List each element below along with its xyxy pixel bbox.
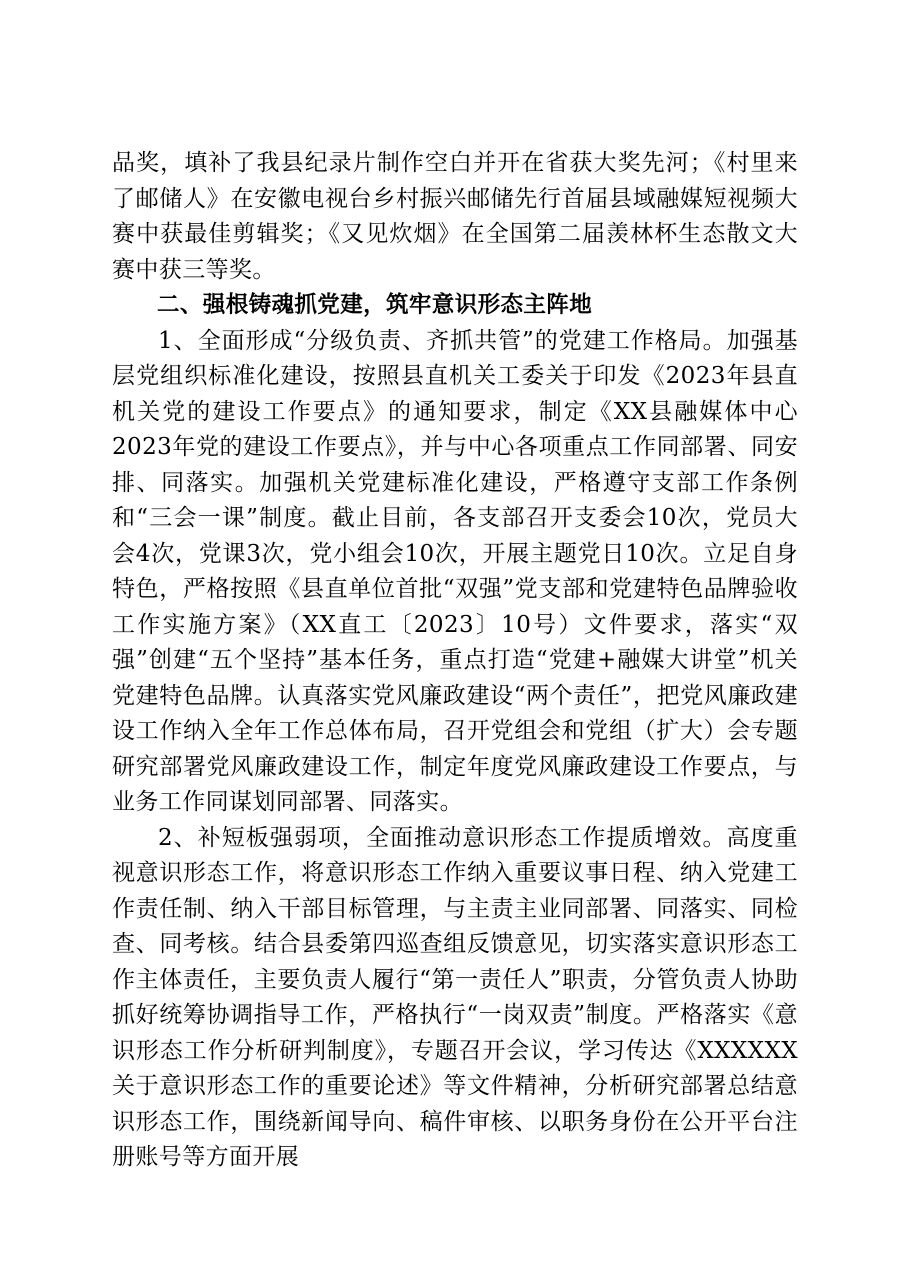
continuation-paragraph: 品奖，填补了我县纪录片制作空白并开在省获大奖先河；《村里来了邮储人》在安徽电视台乡村振兴邮储先行首届县域融媒短视频大赛中获最佳剪辑奖；《又见炊烟》在全国第二届羡林杯生态散文大赛中获三等奖。 xyxy=(112,150,798,283)
paragraph-1: 1、全面形成“分级负责、齐抓共管”的党建工作格局。加强基层党组织标准化建设，按照县直机关工委关于印发《2023年县直机关党的建设工作要点》的通知要求，制定《XX县融媒体中心2023年党的建设工作要点》，并与中心各项重点工作同部署、同安排、同落实。加强机关党建标准化建设，严格遵守支部工作条例和“三会一课”制度。截止目前，各支部召开支委会10次，党员大会4次，党课3次，党小组会10次，开展主题党日10次。立足自身特色，严格按照《县直单位首批“双强”党支部和党建特色品牌验收工作实施方案》（XX直工〔2023〕10号）文件要求，落实“双强”创建“五个坚持”基本任务，重点打造“党建+融媒大讲堂”机关党建特色品牌。认真落实党风廉政建设“两个责任”，把党风廉政建设工作纳入全年工作总体布局，召开党组会和党组（扩大）会专题研究部署党风廉政建设工作，制定年度党风廉政建设工作要点，与业务工作同谋划同部署、同落实。 xyxy=(112,327,798,815)
paragraph-2: 2、补短板强弱项，全面推动意识形态工作提质增效。高度重视意识形态工作，将意识形态工作纳入重要议事日程、纳入党建工作责任制、纳入干部目标管理，与主责主业同部署、同落实、同检查、同考核。结合县委第四巡查组反馈意见，切实落实意识形态工作主体责任，主要负责人履行“第一责任人”职责，分管负责人协助抓好统筹协调指导工作，严格执行“一岗双责”制度。严格落实《意识形态工作分析研判制度》，专题召开会议，学习传达《XXXXXX关于意识形态工作的重要论述》等文件精神，分析研究部署总结意识形态工作，围绕新闻导向、稿件审核、以职务身份在公开平台注册账号等方面开展 xyxy=(112,824,798,1170)
document-body xyxy=(112,146,798,1176)
section-heading: 二、强根铸魂抓党建，筑牢意识形态主阵地 xyxy=(157,292,593,318)
